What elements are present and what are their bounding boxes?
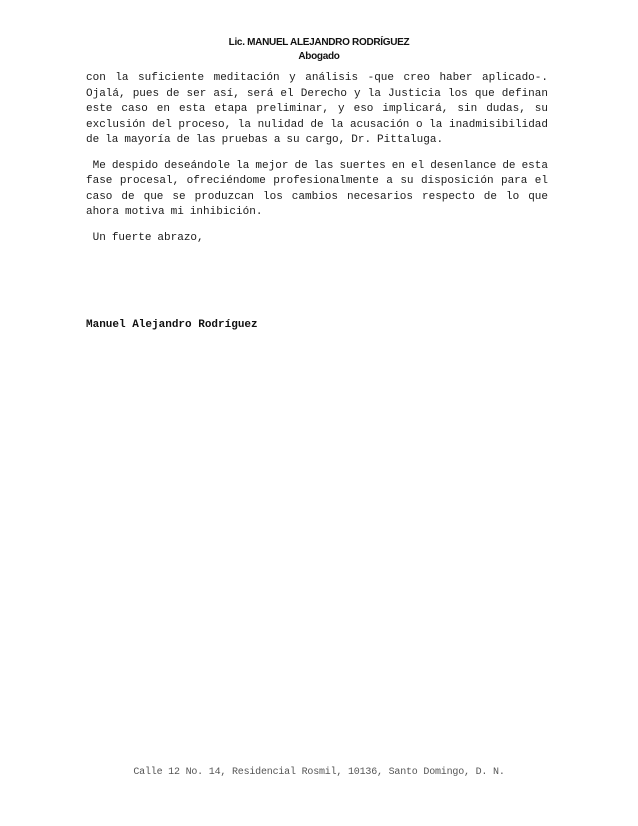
letterhead [0, 36, 638, 64]
paragraph-closing [86, 231, 548, 247]
footer-address: Calle 12 No. 14, Residencial Rosmil, 10136, Santo Domingo, D. N. [133, 767, 505, 778]
letter-body [86, 71, 548, 246]
signature-name: Manuel Alejandro Rodríguez [86, 319, 258, 331]
paragraph-closing-text: Un fuerte abrazo, [92, 231, 204, 244]
paragraph-conclusion: con la suficiente meditación y análisis -que creo haber aplicado-. Ojalá, pues de ser así, será el Derecho y la Justicia los que definan este caso en esta etapa preliminar, y eso implicará, sin dudas, su exclusión del proceso, la nulidad de la acusación o la inadmisibilidad de la mayoría de las pruebas a su cargo, Dr. Pittaluga. [86, 72, 548, 146]
letterhead-name: Lic. MANUEL ALEJANDRO RODRÍGUEZ [228, 37, 410, 48]
letterhead-title: Abogado [298, 51, 340, 62]
paragraph-farewell-text: Me despido deseándole la mejor de las suertes en el desenlance de esta fase procesal, ofreciéndome profesionalmente a su disposición para el caso de que se produzcan los cambios necesarios respecto de lo que ahora motiva mi inhibición. [86, 159, 548, 218]
paragraph-farewell [86, 159, 548, 221]
